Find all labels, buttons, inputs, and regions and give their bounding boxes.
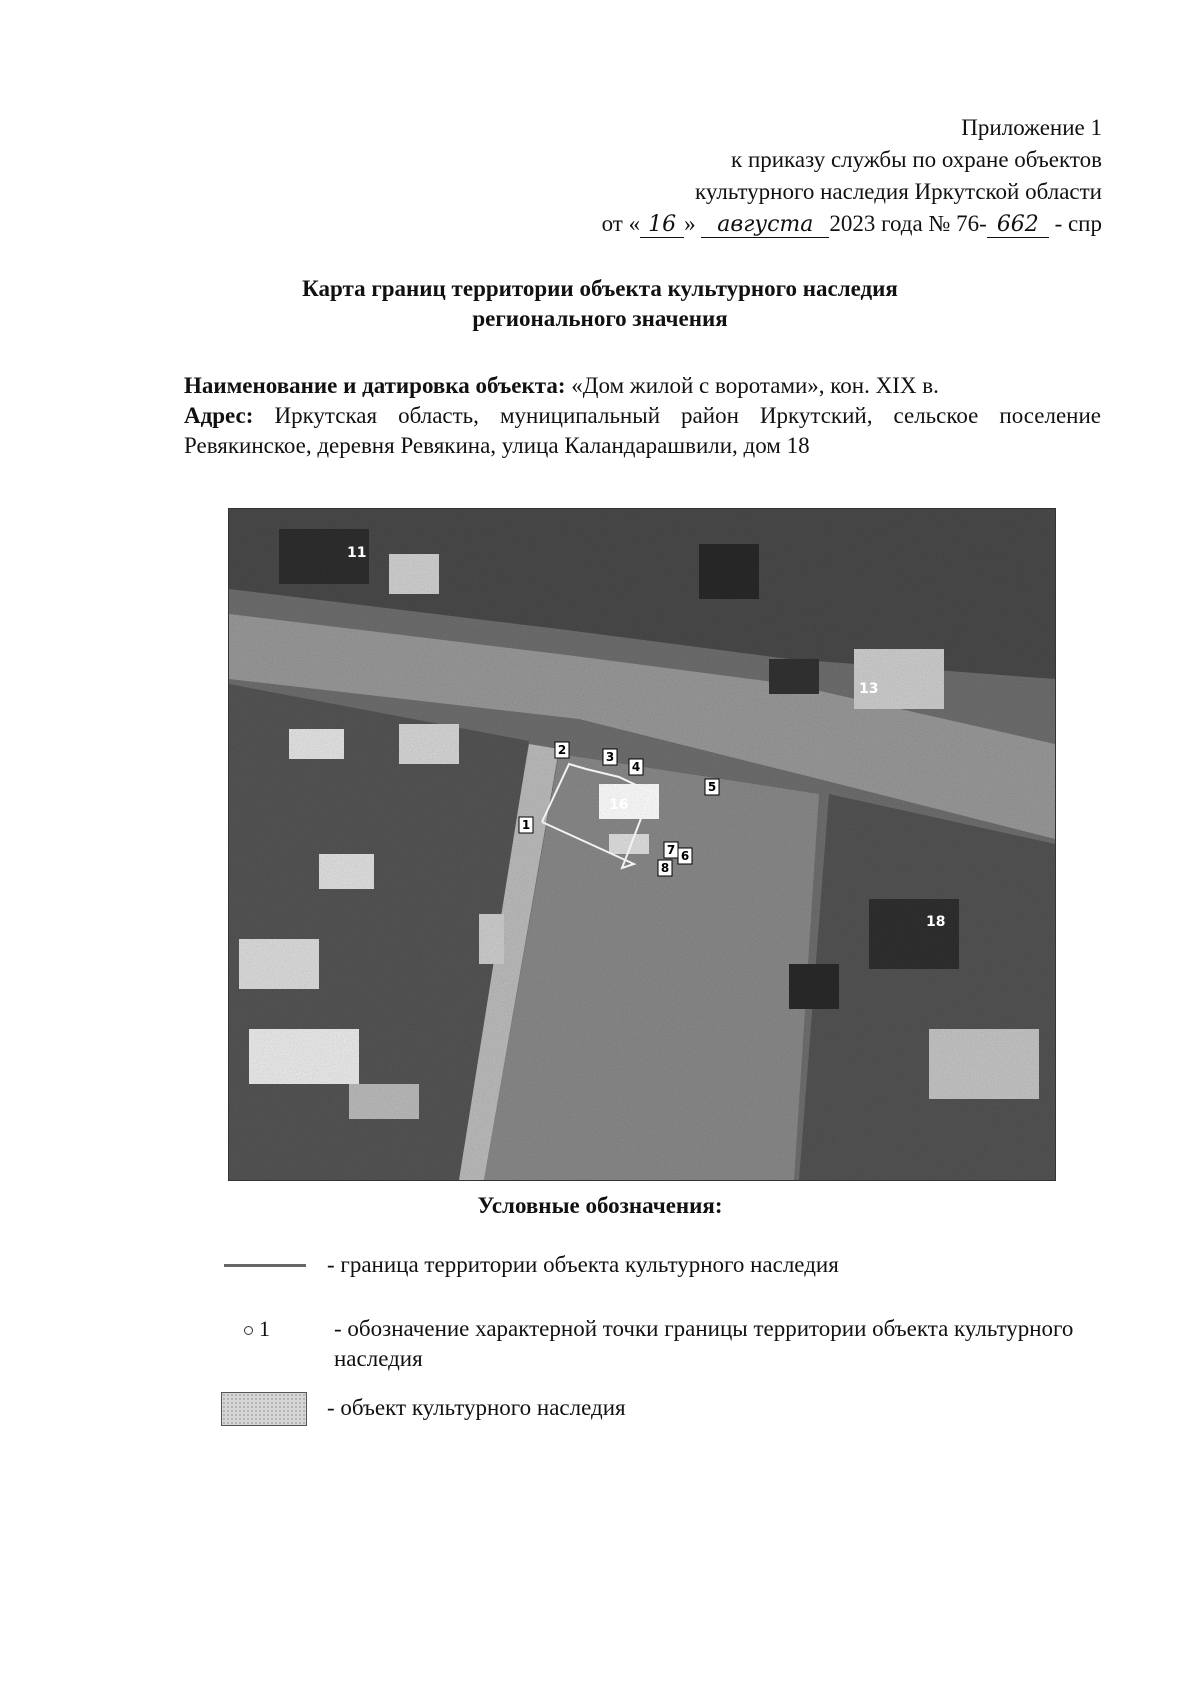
object-name-row xyxy=(184,371,1101,401)
appendix-line-3: культурного наследия Иркутской области xyxy=(695,179,1102,204)
date-prefix: от « xyxy=(601,211,641,236)
house-number-18: 18 xyxy=(926,914,946,930)
date-month: августа xyxy=(701,213,829,238)
object-address-row xyxy=(184,401,1101,461)
date-mid: » xyxy=(684,211,696,236)
object-address-value: Иркутская область, муниципальный район Иркутский, сельское поселение Ревякинское, деревня Ревякина, улица Каландарашвили, дом 18 xyxy=(184,403,1101,458)
object-name-value: «Дом жилой с воротами», кон. XIX в. xyxy=(571,373,939,398)
object-info xyxy=(184,371,1101,461)
appendix-date-line xyxy=(602,208,1102,240)
point-symbol xyxy=(244,1316,270,1342)
point-symbol-number: 1 xyxy=(259,1316,270,1341)
order-number: 662 xyxy=(987,213,1049,238)
heritage-object-symbol xyxy=(221,1392,307,1426)
house-number-13: 13 xyxy=(859,681,879,697)
document-title xyxy=(0,274,1200,334)
appendix-line-2: к приказу службы по охране объектов xyxy=(731,147,1102,172)
house-number-16: 16 xyxy=(609,797,629,813)
satellite-map xyxy=(228,508,1056,1181)
title-line-2: регионального значения xyxy=(472,306,728,331)
house-number-11: 11 xyxy=(347,545,367,561)
boundary-line-symbol xyxy=(224,1264,306,1267)
legend-boundary-text: - граница территории объекта культурного наследия xyxy=(327,1252,839,1277)
legend-object-text: - объект культурного наследия xyxy=(327,1395,626,1420)
appendix-line-1: Приложение 1 xyxy=(961,115,1102,140)
point-label-2: 2 xyxy=(557,743,567,757)
point-label-4: 4 xyxy=(631,760,641,774)
date-day: 16 xyxy=(640,213,684,238)
legend-point-text: - обозначение характерной точки границы территории объекта культурного наследия xyxy=(334,1316,1074,1371)
title-line-1: Карта границ территории объекта культурного наследия xyxy=(302,276,898,301)
point-label-8: 8 xyxy=(660,861,670,875)
point-label-5: 5 xyxy=(707,780,717,794)
point-label-1: 1 xyxy=(521,818,531,832)
point-label-3: 3 xyxy=(605,750,615,764)
appendix-header xyxy=(602,112,1102,240)
date-year: 2023 года № 76- xyxy=(829,211,987,236)
point-label-6: 6 xyxy=(680,849,690,863)
object-name-label: Наименование и датировка объекта: xyxy=(184,373,566,398)
object-address-label: Адрес: xyxy=(184,403,254,428)
point-dot-icon xyxy=(244,1326,253,1335)
point-label-7: 7 xyxy=(666,843,676,857)
order-suffix: - спр xyxy=(1054,211,1102,236)
legend-title: Условные обозначения: xyxy=(477,1193,723,1218)
satellite-map-image xyxy=(229,509,1055,1180)
